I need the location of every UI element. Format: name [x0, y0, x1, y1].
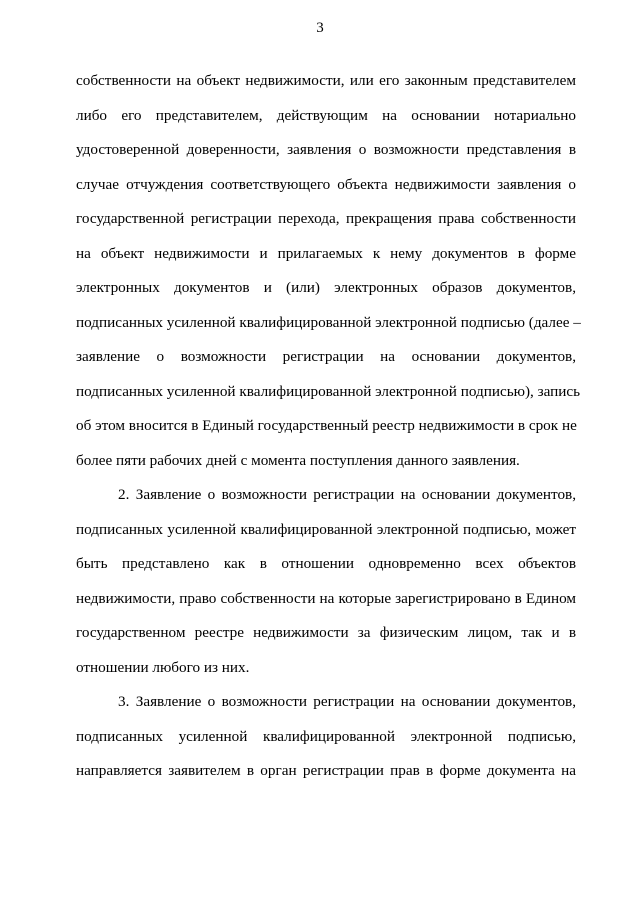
text-line: либо его представителем, действующим на основании нотариально — [76, 106, 576, 124]
text-line: случае отчуждения соответствующего объекта недвижимости заявления о — [76, 175, 576, 193]
text-line: подписанных усиленной квалифицированной электронной подписью), запись — [76, 382, 581, 400]
text-line: недвижимости, право собственности на которые зарегистрировано в Едином — [76, 589, 576, 607]
paragraph-continuation — [76, 64, 581, 478]
text-line: быть представлено как в отношении одновременно всех объектов — [76, 555, 576, 572]
page-number: 3 — [316, 20, 324, 36]
text-line: собственности на объект недвижимости, или его законным представителем — [76, 72, 576, 89]
text-line: подписанных усиленной квалифицированной электронной подписью, может — [76, 520, 576, 538]
text-line: отношении любого из них. — [76, 658, 250, 676]
text-line: 3. Заявление о возможности регистрации на основании документов, — [118, 693, 576, 710]
text-line: об этом вносится в Единый государственный реестр недвижимости в срок не — [76, 417, 577, 434]
text-line: подписанных усиленной квалифицированной электронной подписью, — [76, 727, 576, 745]
text-line: заявление о возможности регистрации на основании документов, — [76, 348, 576, 365]
text-line: более пяти рабочих дней с момента поступления данного заявления. — [76, 451, 520, 469]
text-line: государственной регистрации перехода, прекращения права собственности — [76, 210, 576, 227]
paragraph-item-3 — [76, 685, 576, 789]
text-line: на объект недвижимости и прилагаемых к нему документов в форме — [76, 244, 576, 262]
text-line: электронных документов и (или) электронных образов документов, — [76, 279, 576, 296]
text-line: направляется заявителем в орган регистрации прав в форме документа на — [76, 762, 576, 779]
paragraph-item-2 — [76, 478, 576, 685]
text-line: государственном реестре недвижимости за физическим лицом, так и в — [76, 624, 576, 641]
text-line: 2. Заявление о возможности регистрации на основании документов, — [118, 486, 576, 503]
text-line: подписанных усиленной квалифицированной электронной подписью (далее – — [76, 313, 581, 331]
document-body — [76, 64, 581, 789]
text-line: удостоверенной доверенности, заявления о возможности представления в — [76, 141, 576, 158]
